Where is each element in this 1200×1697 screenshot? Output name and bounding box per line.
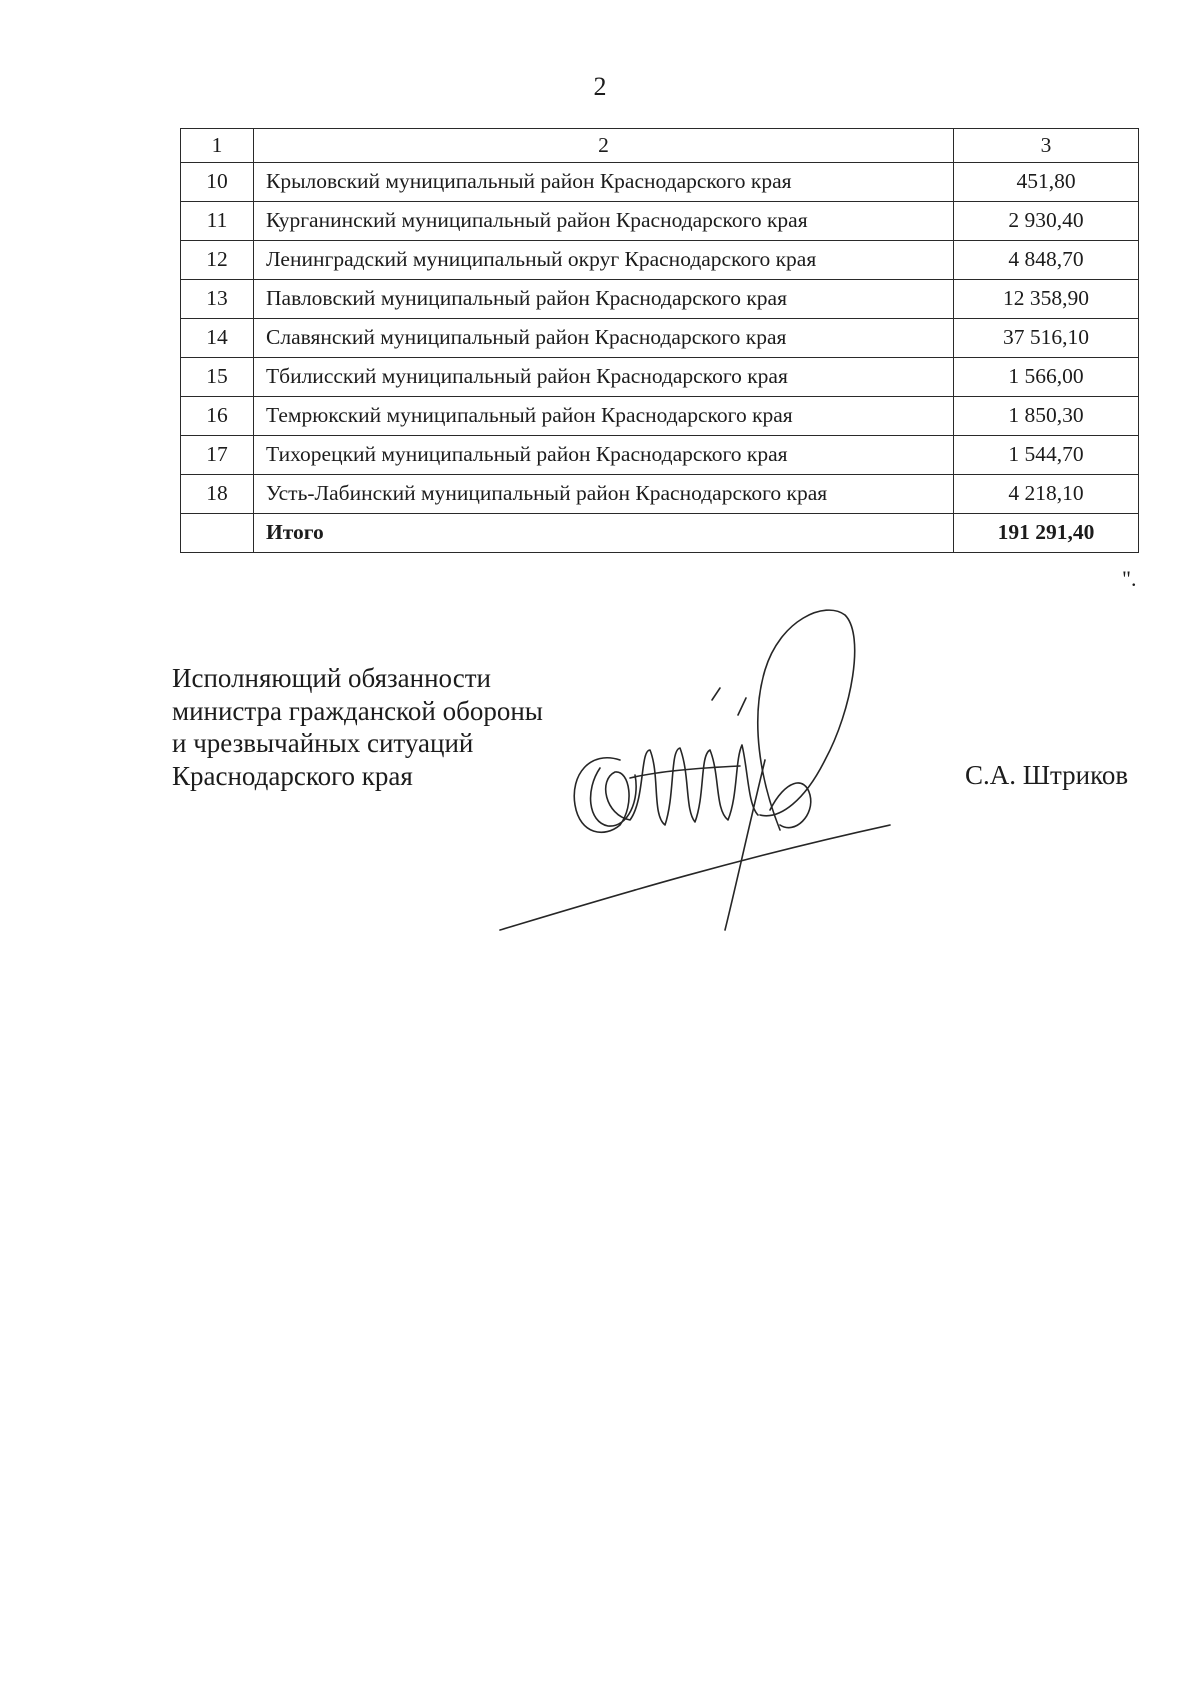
table-row [181, 475, 1139, 514]
row-amount: 2 930,40 [954, 202, 1139, 241]
row-number: 13 [181, 280, 254, 319]
page-number: 2 [593, 72, 607, 101]
row-number: 18 [181, 475, 254, 514]
row-municipality: Темрюкский муниципальный район Краснодарского края [254, 397, 954, 436]
column-header-amount: 3 [954, 129, 1139, 163]
row-municipality: Тихорецкий муниципальный район Краснодарского края [254, 436, 954, 475]
row-municipality: Ленинградский муниципальный округ Краснодарского края [254, 241, 954, 280]
total-amount: 191 291,40 [954, 514, 1139, 553]
allocation-table [180, 128, 1139, 553]
row-number: 12 [181, 241, 254, 280]
row-amount: 12 358,90 [954, 280, 1139, 319]
table-row [181, 202, 1139, 241]
row-municipality: Курганинский муниципальный район Краснодарского края [254, 202, 954, 241]
handwritten-signature-icon [480, 600, 920, 960]
row-amount: 37 516,10 [954, 319, 1139, 358]
row-amount: 4 218,10 [954, 475, 1139, 514]
total-number [181, 514, 254, 553]
total-label: Итого [254, 514, 954, 553]
signatory-name: С.А. Штриков [965, 760, 1129, 790]
table-row [181, 241, 1139, 280]
table-row [181, 397, 1139, 436]
closing-quote: ". [1122, 566, 1137, 591]
signatory-position-line: министра гражданской обороны [172, 695, 543, 726]
signatory-position-line: Краснодарского края [172, 760, 413, 791]
row-number: 16 [181, 397, 254, 436]
row-amount: 1 850,30 [954, 397, 1139, 436]
row-number: 17 [181, 436, 254, 475]
table-row [181, 436, 1139, 475]
row-amount: 1 566,00 [954, 358, 1139, 397]
table-header-row [181, 129, 1139, 163]
signatory-position-line: и чрезвычайных ситуаций [172, 728, 474, 758]
row-municipality: Крыловский муниципальный район Краснодарского края [254, 163, 954, 202]
signatory-position-line: Исполняющий обязанности [172, 663, 491, 693]
column-header-name: 2 [254, 129, 954, 163]
table-row [181, 319, 1139, 358]
row-number: 14 [181, 319, 254, 358]
row-amount: 4 848,70 [954, 241, 1139, 280]
table-total-row [181, 514, 1139, 553]
table-row [181, 358, 1139, 397]
row-municipality: Усть-Лабинский муниципальный район Краснодарского края [254, 475, 954, 514]
row-number: 10 [181, 163, 254, 202]
table-row [181, 163, 1139, 202]
row-number: 11 [181, 202, 254, 241]
table-row [181, 280, 1139, 319]
row-amount: 1 544,70 [954, 436, 1139, 475]
row-municipality: Тбилисский муниципальный район Краснодарского края [254, 358, 954, 397]
row-municipality: Павловский муниципальный район Краснодарского края [254, 280, 954, 319]
row-number: 15 [181, 358, 254, 397]
row-amount: 451,80 [954, 163, 1139, 202]
column-header-number: 1 [181, 129, 254, 163]
row-municipality: Славянский муниципальный район Краснодарского края [254, 319, 954, 358]
